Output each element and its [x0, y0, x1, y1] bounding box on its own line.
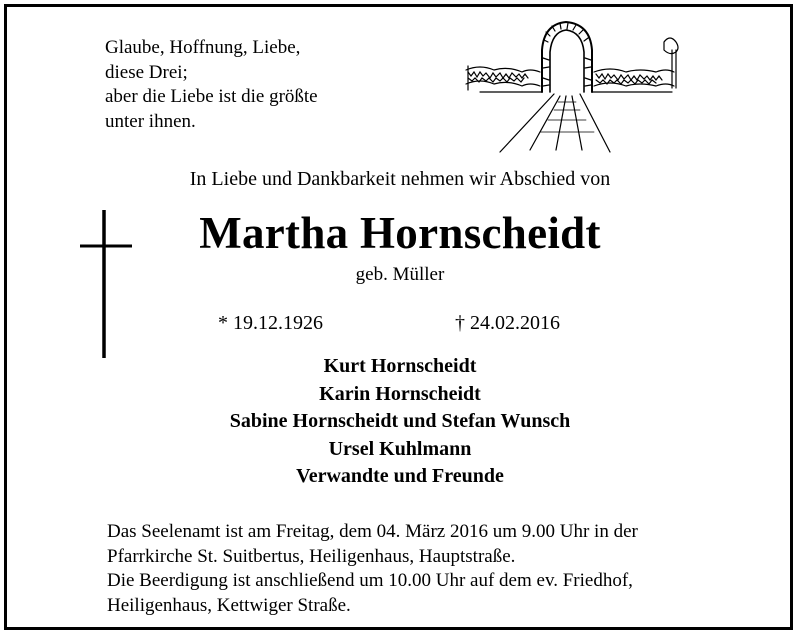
maiden-name: geb. Müller — [355, 264, 445, 285]
service-line: Heiligenhaus, Kettwiger Straße. — [107, 594, 351, 616]
mourners-list — [0, 353, 800, 491]
service-line: Die Beerdigung ist anschließend um 10.00 Uhr auf dem ev. Friedhof, — [107, 570, 633, 591]
mourner-name: Kurt Hornscheidt — [323, 355, 477, 377]
deceased-name: Martha Hornscheidt — [199, 208, 601, 258]
mourner-name: Karin Hornscheidt — [319, 382, 481, 405]
mourner-name: Ursel Kuhlmann — [328, 437, 472, 460]
verse-line: diese Drei; — [105, 61, 188, 83]
mourner-name: Sabine Hornscheidt und Stefan Wunsch — [229, 410, 571, 432]
bible-verse — [105, 36, 318, 134]
garden-arch-icon — [460, 20, 692, 160]
verse-line: aber die Liebe ist die größte — [105, 86, 318, 107]
intro-text: In Liebe und Dankbarkeit nehmen wir Abschied von — [189, 168, 611, 190]
verse-line: Glaube, Hoffnung, Liebe, — [105, 37, 301, 58]
service-line: Pfarrkirche St. Suitbertus, Heiligenhaus, Hauptstraße. — [107, 545, 516, 567]
service-line: Das Seelenamt ist am Freitag, dem 04. März 2016 um 9.00 Uhr in der — [107, 521, 638, 542]
death-date: † 24.02.2016 — [455, 312, 560, 334]
mourner-name: Verwandte und Freunde — [296, 465, 504, 487]
birth-date: * 19.12.1926 — [218, 312, 323, 334]
service-info — [107, 520, 638, 618]
verse-line: unter ihnen. — [105, 110, 196, 132]
